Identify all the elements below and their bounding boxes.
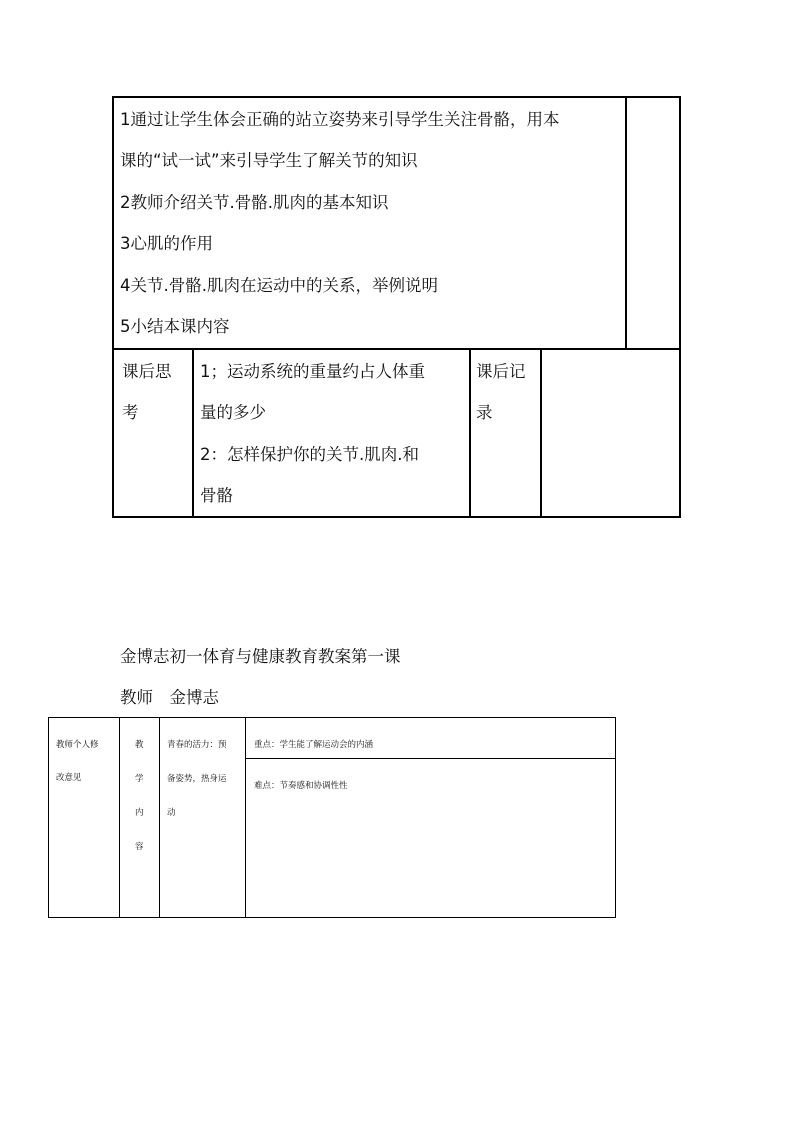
teacher-notes-label: 改意见	[56, 773, 82, 783]
content-text: 动	[167, 808, 176, 818]
key-point: 重点：学生能了解运动会的内涵	[254, 740, 374, 750]
content-text: 备姿势，热身运	[167, 774, 227, 784]
table-divider-vertical	[245, 718, 246, 917]
reflection-question: 1；运动系统的重量约占人体重	[200, 362, 425, 381]
lesson-title: 金博志初一体育与健康教育教案第一课	[120, 647, 401, 666]
procedure-step: 1通过让学生体会正确的站立姿势来引导学生关注骨骼，用本	[120, 110, 560, 129]
table-divider-vertical	[119, 718, 120, 917]
reflection-question: 骨骼	[200, 486, 233, 505]
record-label: 录	[476, 403, 493, 422]
content-label: 学	[135, 774, 144, 784]
content-label: 教	[135, 740, 144, 750]
reflection-question: 量的多少	[200, 403, 266, 422]
procedure-step: 5小结本课内容	[120, 317, 230, 336]
reflection-label: 考	[122, 403, 139, 422]
table-divider-vertical	[625, 98, 627, 350]
procedure-step: 2教师介绍关节.骨骼.肌肉的基本知识	[120, 193, 389, 212]
procedure-step: 3心肌的作用	[120, 234, 213, 253]
table-divider-horizontal	[245, 758, 615, 759]
table-divider-vertical	[159, 718, 160, 917]
table-divider-horizontal	[114, 348, 679, 350]
content-label: 内	[135, 808, 144, 818]
table-divider-vertical	[540, 348, 542, 516]
reflection-question: 2：怎样保护你的关节.肌肉.和	[200, 445, 419, 464]
teacher-notes-label: 教师个人修	[56, 740, 99, 750]
procedure-step: 4关节.骨骼.肌肉在运动中的关系，举例说明	[120, 276, 438, 295]
content-text: 青春的活力：预	[167, 740, 227, 750]
content-label: 容	[135, 842, 144, 852]
record-label: 课后记	[476, 362, 526, 381]
difficult-point: 难点：节奏感和协调性性	[254, 781, 348, 791]
teacher-line: 教师 金博志	[120, 688, 219, 707]
procedure-step: 课的“试一试”来引导学生了解关节的知识	[120, 151, 418, 170]
reflection-label: 课后思	[122, 362, 172, 381]
table-divider-vertical	[469, 348, 471, 516]
table-divider-vertical	[192, 348, 194, 516]
